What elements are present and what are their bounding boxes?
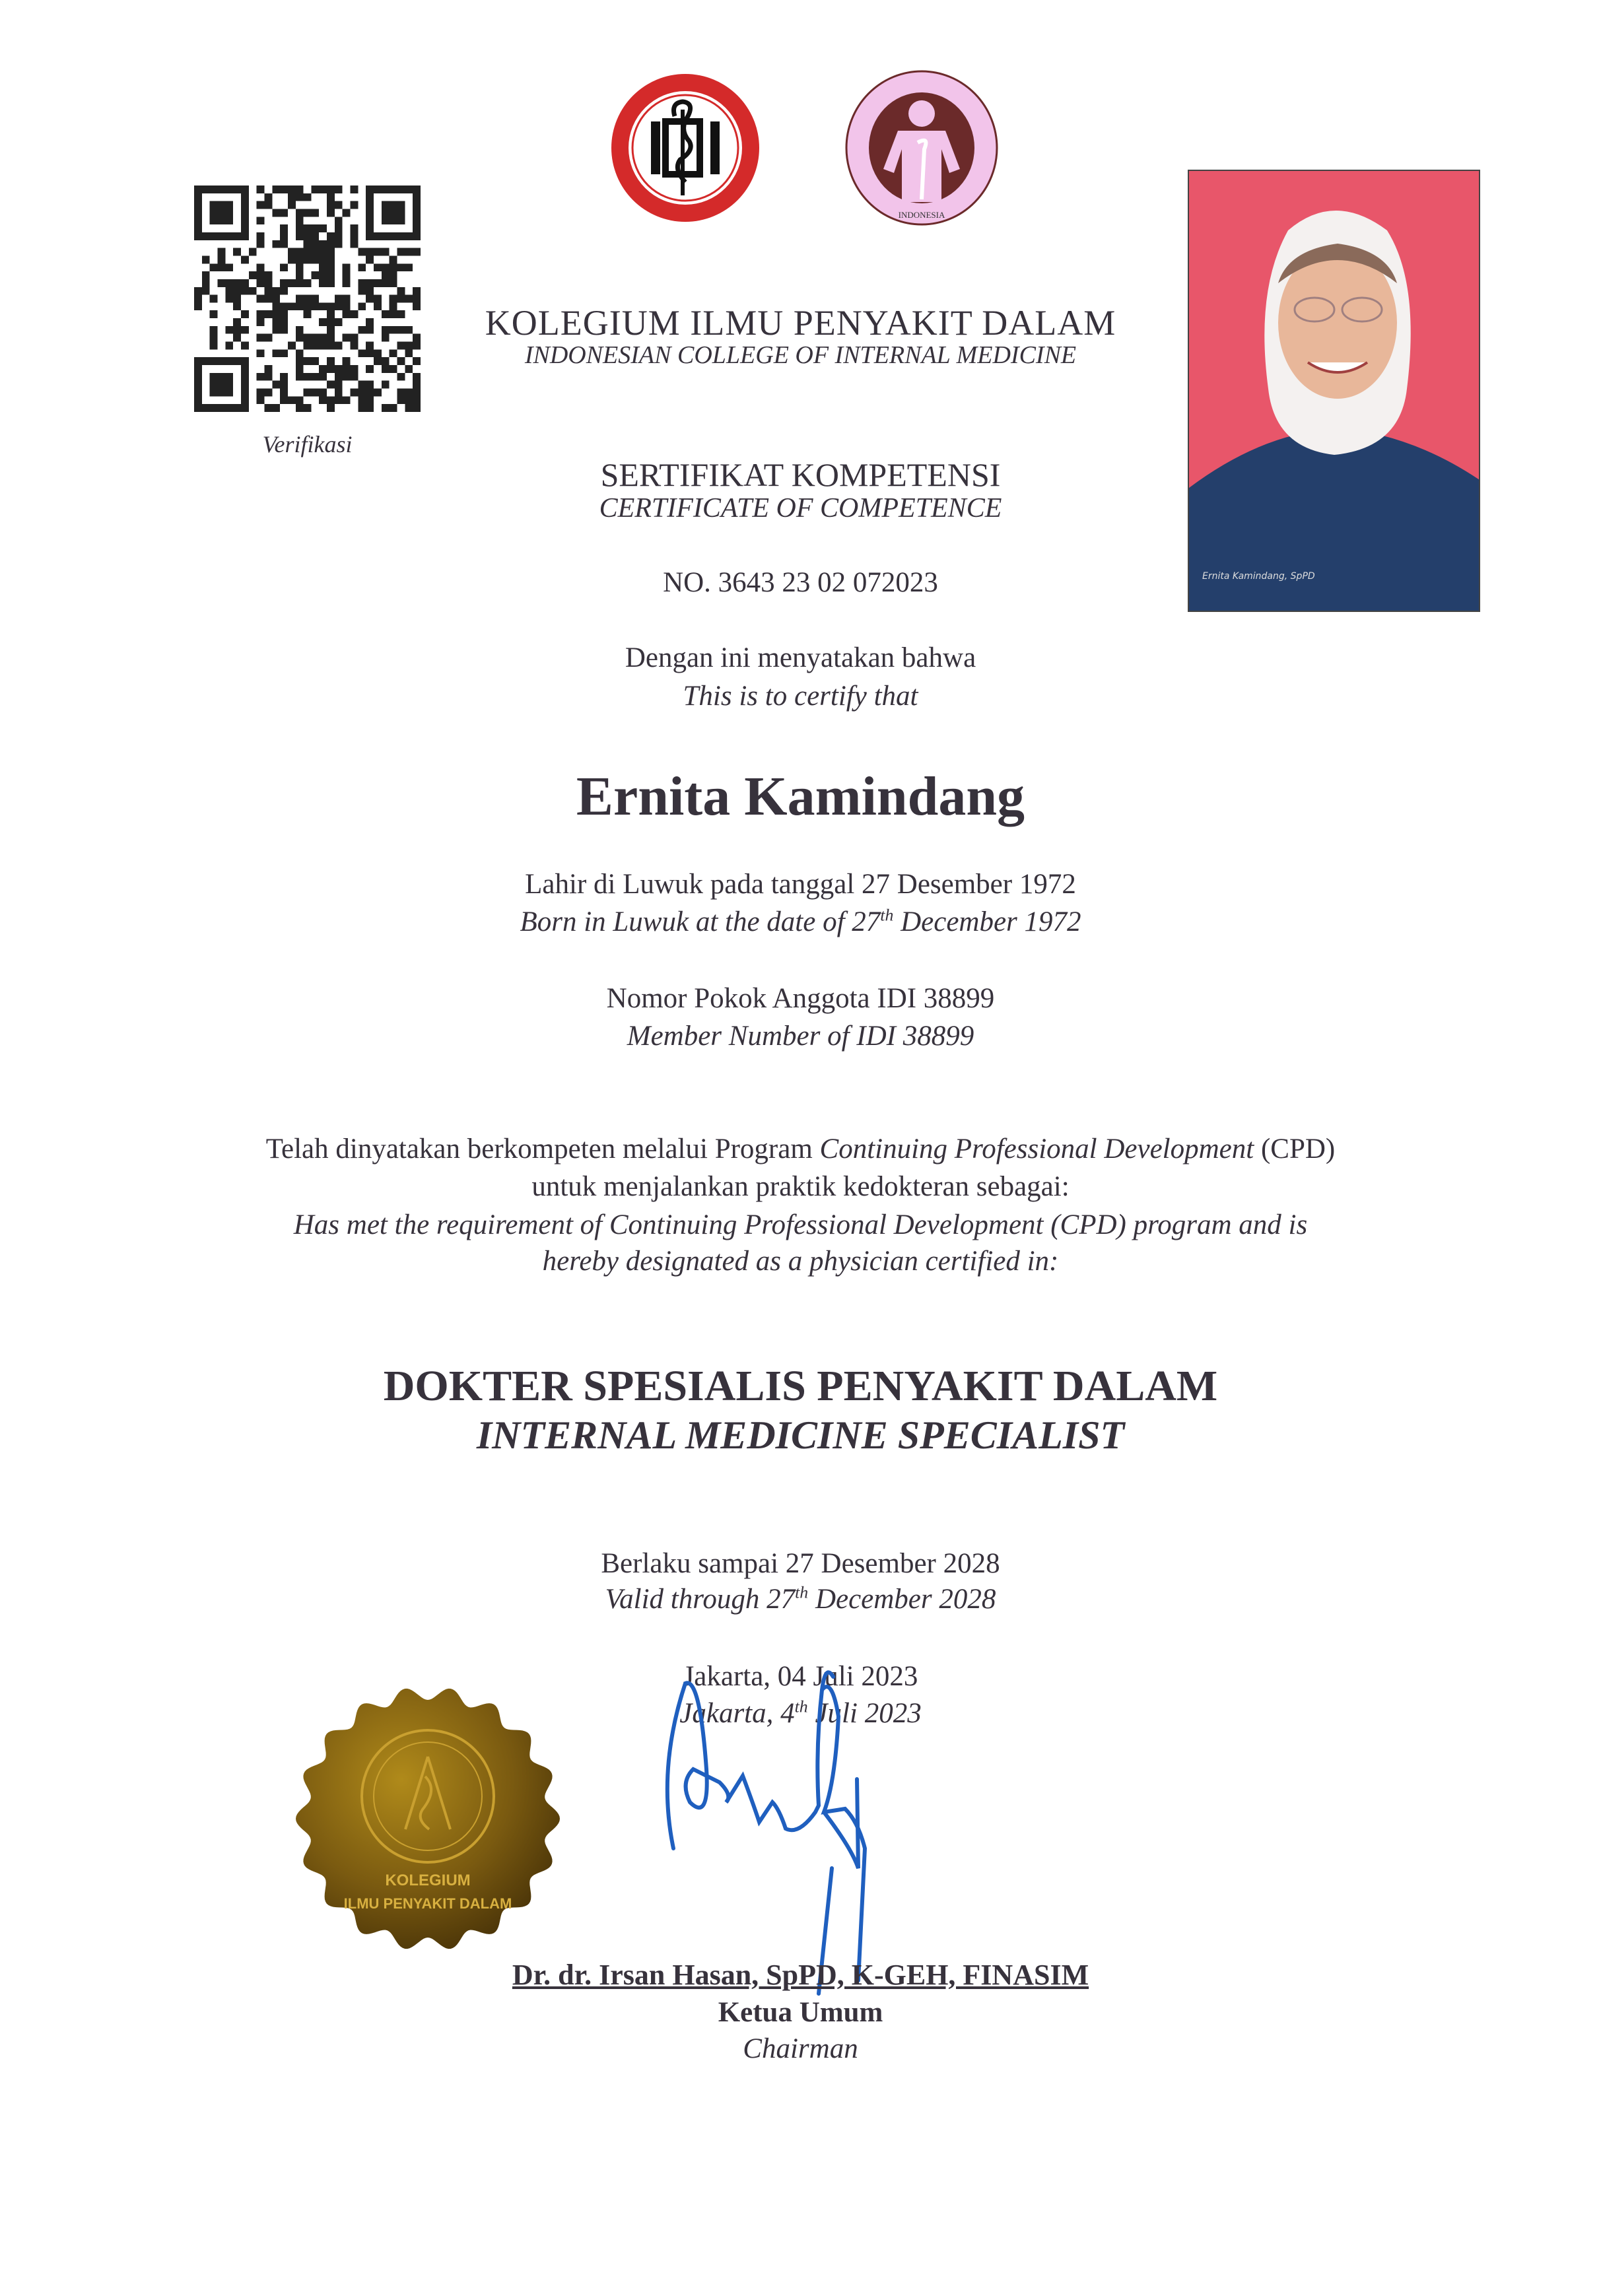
college-title: KOLEGIUM ILMU PENYAKIT DALAM [485, 303, 1116, 343]
specialty-en: INTERNAL MEDICINE SPECIALIST [476, 1413, 1125, 1457]
place-date-en: Jakarta, 4th Juli 2023 [679, 1697, 922, 1729]
member-number-en: Member Number of IDI 38899 [627, 1021, 974, 1052]
intro-text: Dengan ini menyatakan bahwa [625, 642, 976, 673]
seal-text-line-1: KOLEGIUM [385, 1872, 471, 1889]
specialty: DOKTER SPESIALIS PENYAKIT DALAM [383, 1362, 1218, 1410]
gold-seal [293, 1684, 562, 1953]
verification-qr-code[interactable] [194, 186, 421, 412]
member-number: Nomor Pokok Anggota IDI 38899 [606, 983, 995, 1014]
recipient-name: Ernita Kamindang [576, 766, 1025, 827]
statement-line-2: untuk menjalankan praktik kedokteran sebagai: [531, 1171, 1070, 1202]
signatory-position-en: Chairman [743, 2033, 858, 2064]
statement-en-line-1: Has met the requirement of Continuing Professional Development (CPD) program and is [293, 1209, 1308, 1240]
validity-en: Valid through 27th December 2028 [605, 1582, 996, 1615]
verification-label: Verifikasi [262, 431, 353, 457]
seal-text-line-2: ILMU PENYAKIT DALAM [343, 1895, 512, 1912]
statement-en-line-2: hereby designated as a physician certified in: [542, 1246, 1059, 1277]
signatory-name: Dr. dr. Irsan Hasan, SpPD, K-GEH, FINASIM [512, 1959, 1089, 1991]
birth-info: Lahir di Luwuk pada tanggal 27 Desember 1972 [525, 869, 1076, 900]
college-subtitle: INDONESIAN COLLEGE OF INTERNAL MEDICINE [524, 341, 1077, 369]
papdi-logo-text: INDONESIA [898, 210, 945, 220]
certificate-title-en: CERTIFICATE OF COMPETENCE [599, 493, 1002, 523]
birth-info-en: Born in Luwuk at the date of 27th December 1972 [520, 905, 1081, 937]
member-photo [1188, 170, 1480, 612]
idi-logo [607, 70, 763, 226]
papdi-logo [844, 70, 1000, 226]
place-date: Jakarta, 04 Juli 2023 [683, 1661, 918, 1692]
signatory-position: Ketua Umum [718, 1997, 883, 2028]
validity: Berlaku sampai 27 Desember 2028 [601, 1548, 1000, 1579]
intro-text-en: This is to certify that [683, 681, 918, 712]
photo-caption: Ernita Kamindang, SpPD [1202, 571, 1315, 582]
certificate-number: NO. 3643 23 02 072023 [663, 567, 938, 598]
certificate-title: SERTIFIKAT KOMPETENSI [600, 456, 1001, 493]
statement-line-1: Telah dinyatakan berkompeten melalui Program Continuing Professional Development (CPD) [265, 1133, 1336, 1165]
